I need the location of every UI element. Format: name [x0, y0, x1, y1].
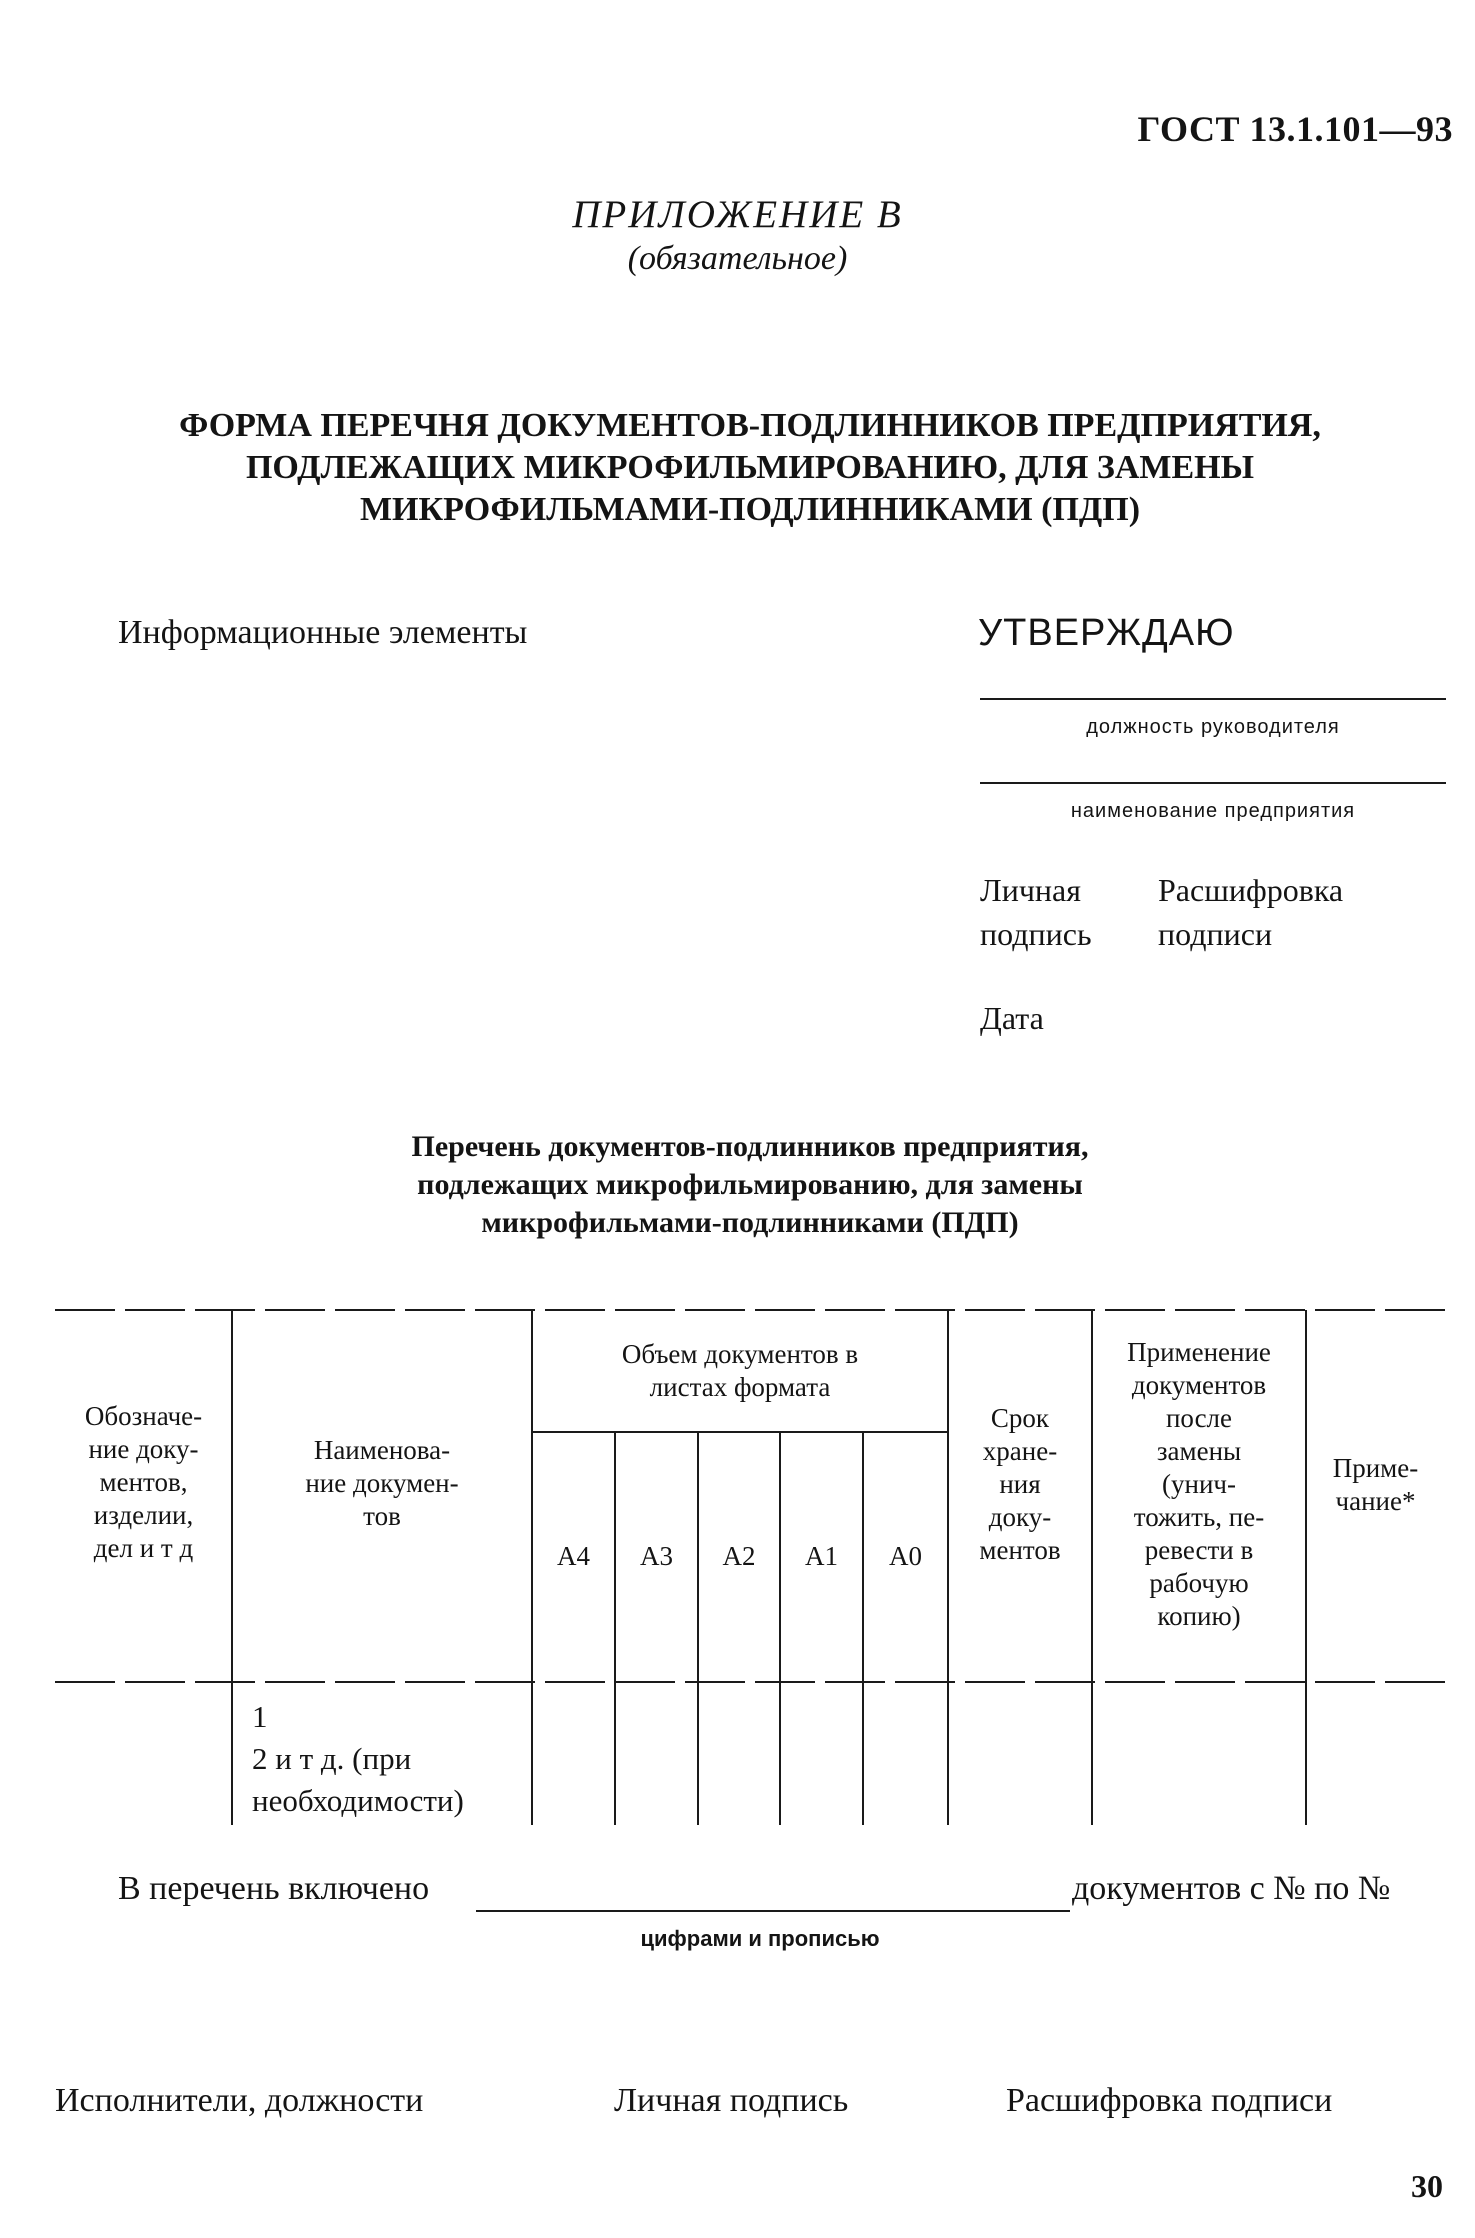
inclusion-suffix: документов с № по №: [1072, 1870, 1391, 1907]
column-header-volume: [532, 1338, 948, 1404]
header-text: рабочую: [1149, 1568, 1249, 1598]
header-text: Обозначе-: [84, 1401, 203, 1431]
date-label: Дата: [980, 1000, 1044, 1036]
info-elements-label: Информационные элементы: [118, 614, 528, 651]
header-text: доку-: [988, 1502, 1052, 1532]
format-a0: А0: [889, 1541, 922, 1571]
column-header-designation: [55, 1400, 232, 1565]
personal-label: подпись: [980, 916, 1092, 952]
header-text: Применение: [1127, 1337, 1271, 1367]
header-text: изделии,: [93, 1500, 194, 1530]
format-a3: А3: [640, 1541, 673, 1571]
decode-label: подписи: [1158, 916, 1273, 952]
executors-label: Исполнители, должности: [55, 2082, 424, 2119]
form-title-line: ПОДЛЕЖАЩИХ МИКРОФИЛЬМИРОВАНИЮ, ДЛЯ ЗАМЕНЫ: [245, 449, 1255, 486]
header-text: (унич-: [1162, 1469, 1236, 1499]
header-text: листах формата: [649, 1372, 831, 1402]
position-caption: должность руководителя: [1086, 716, 1340, 738]
header-text: ментов,: [99, 1467, 188, 1497]
decode-label: Расшифровка: [1158, 872, 1344, 908]
header-text: замены: [1156, 1436, 1242, 1466]
header-text: ние доку-: [88, 1434, 199, 1464]
table-row: [252, 1696, 464, 1822]
inclusion-fill-line: [476, 1910, 1070, 1912]
signature-label: Личная подпись: [614, 2082, 849, 2119]
appendix-subtitle: (обязательное): [627, 240, 848, 277]
inclusion-caption: цифрами и прописью: [640, 1926, 880, 1951]
header-text: ментов: [979, 1535, 1061, 1565]
header-text: дел и т д: [93, 1533, 194, 1563]
header-text: документов: [1131, 1370, 1267, 1400]
header-text: хране-: [982, 1436, 1058, 1466]
header-text: Срок: [990, 1403, 1050, 1433]
header-text: Объем документов в: [621, 1339, 859, 1369]
form-title-line: ФОРМА ПЕРЕЧНЯ ДОКУМЕНТОВ-ПОДЛИННИКОВ ПРЕДПРИЯТИЯ,: [179, 407, 1321, 444]
column-header-storage: [948, 1402, 1092, 1567]
column-header-name: [232, 1434, 532, 1533]
header-text: ние докумен-: [305, 1468, 459, 1498]
header-text: ревести в: [1144, 1535, 1254, 1565]
decode-signature-label: Расшифровка подписи: [1006, 2082, 1333, 2119]
column-header-note: [1306, 1452, 1445, 1518]
standard-number: ГОСТ 13.1.101—93: [1137, 109, 1453, 149]
header-text: чание*: [1335, 1486, 1416, 1516]
list-title-line: подлежащих микрофильмированию, для замены: [417, 1168, 1083, 1201]
column-header-application: [1092, 1336, 1306, 1633]
header-text: после: [1165, 1403, 1233, 1433]
approve-label: УТВЕРЖДАЮ: [978, 612, 1235, 654]
header-text: тожить, пе-: [1133, 1502, 1265, 1532]
header-text: тов: [363, 1501, 401, 1531]
list-title-line: Перечень документов-подлинников предприятия,: [411, 1130, 1089, 1163]
row-text: 1: [252, 1699, 268, 1734]
personal-label: Личная: [980, 872, 1081, 908]
header-text: копию): [1157, 1601, 1241, 1631]
row-text: 2 и т д. (при: [252, 1741, 412, 1776]
format-a4: А4: [557, 1541, 590, 1571]
format-a2: А2: [722, 1541, 756, 1571]
header-text: Наименова-: [313, 1435, 451, 1465]
row-text: необходимости): [252, 1783, 464, 1818]
format-a1: А1: [805, 1541, 838, 1571]
header-text: Приме-: [1332, 1453, 1419, 1483]
header-text: ния: [999, 1469, 1041, 1499]
inclusion-prefix: В перечень включено: [118, 1870, 430, 1907]
page-number: 30: [1411, 2168, 1443, 2204]
enterprise-caption: наименование предприятия: [1070, 800, 1356, 822]
appendix-title: ПРИЛОЖЕНИЕ В: [572, 193, 903, 236]
list-title-line: микрофильмами-подлинниками (ПДП): [481, 1206, 1019, 1239]
form-title-line: МИКРОФИЛЬМАМИ-ПОДЛИННИКАМИ (ПДП): [359, 491, 1141, 528]
